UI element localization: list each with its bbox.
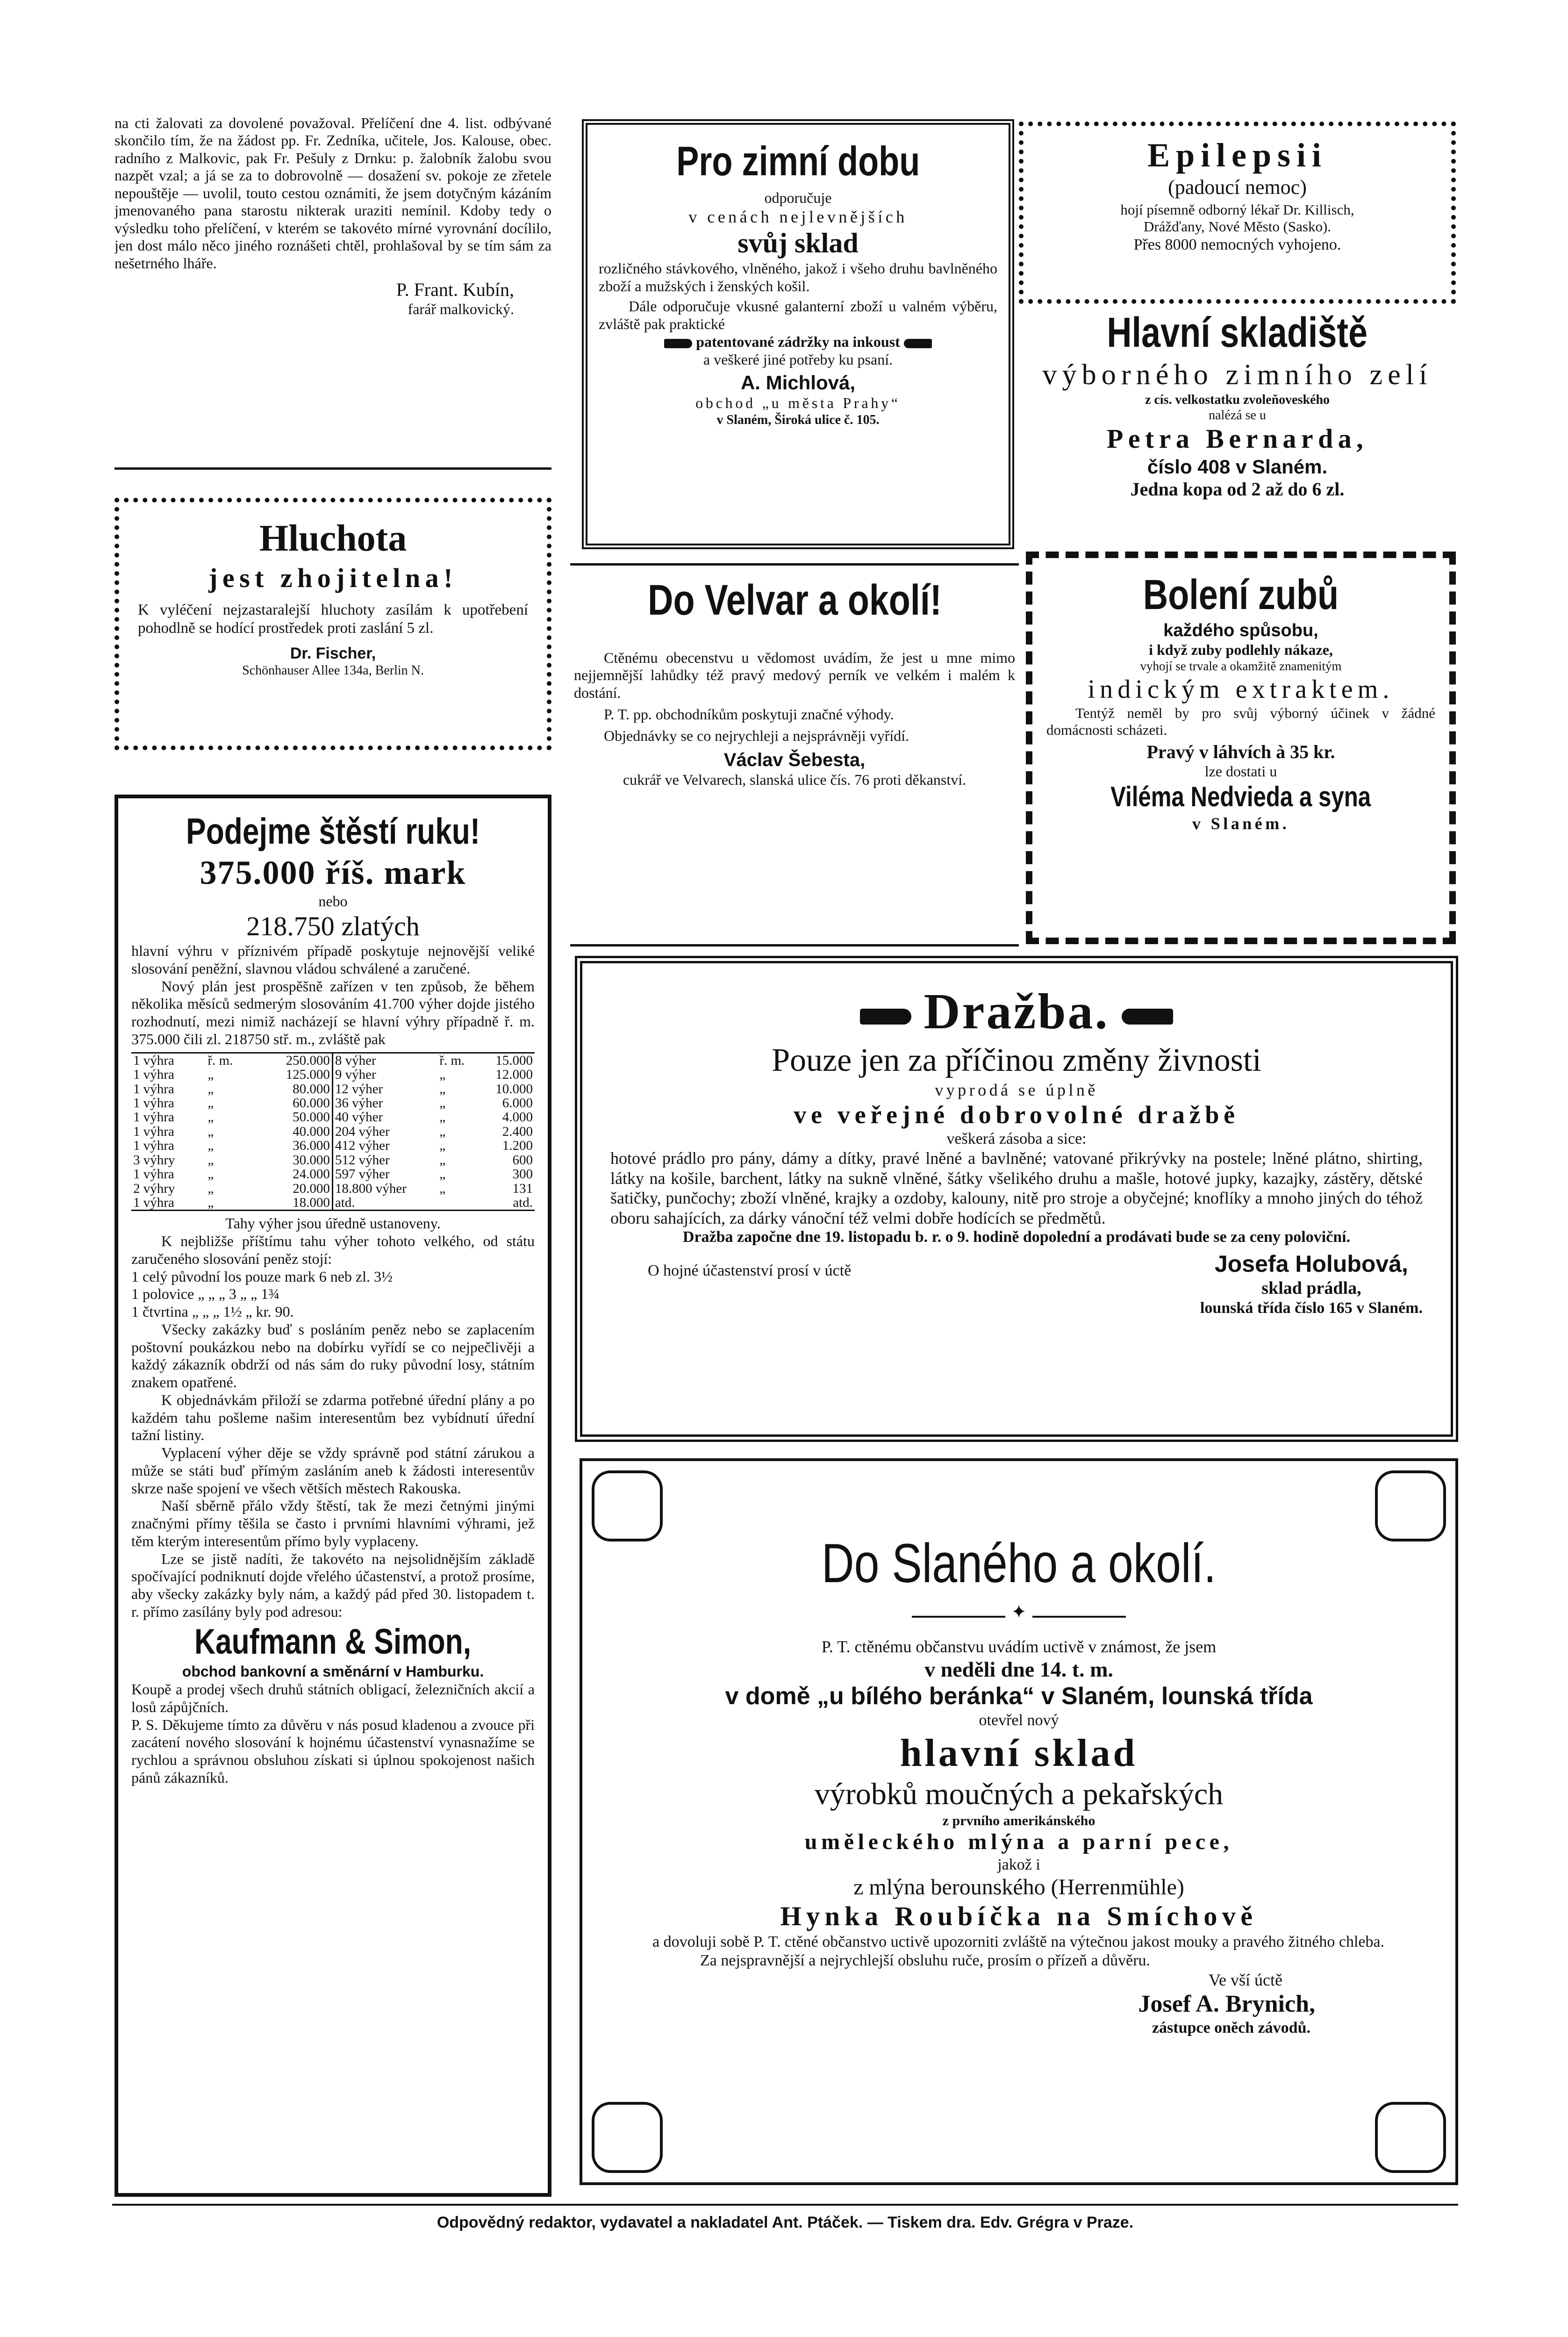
zuby-l4: indickým extraktem. [1088, 674, 1394, 704]
zeli-l2: z cís. velkostatku zvoleňoveského [1145, 393, 1330, 408]
lottery-intro: hlavní výhru v příznivém případě poskytuje nejnovější veliké slosování peněžní, slavnou vládou schválené a zaručené. [131, 942, 535, 977]
slane-title: Do Slaného a okolí. [821, 1533, 1217, 1594]
win-unit: „ [439, 1067, 446, 1082]
slane-l4: hlavní sklad [900, 1731, 1138, 1775]
zima-name: A. Michlová, [740, 372, 856, 394]
win-count: 2 výhry [133, 1181, 175, 1196]
win-unit: „ [208, 1124, 214, 1139]
slane-l1: v neděli dne 14. t. m. [924, 1657, 1113, 1681]
lottery-payout: Vyplacení výher děje se vždy správně pod státní zárukou a může se státi buď přímým zasláním aneb k žádosti interesentův skrze naše spojení ve všech větších městech Rakouska. [131, 1444, 535, 1497]
notice-text: na cti žalovati za dovolené považoval. Přelíčení dne 4. list. odbývané skončilo tím, že na žádost pp. Fr. Zedníka, učitele, Jos. Kalouse, obec. radního z Malkovic, pak Fr. Pešuly z Drnku: p. žalobník žalobu svou nazpět vzal; a já se za to dobrovolně — dosažení sv. pokoje ze zřetele nepouštěje — uvolil, touto cestou oznámiti, že jsem dotyčným kázáním jmenovaného pana starostu nikterak uraziti nemínil. Kdoby tedy o výsledku toho přelíčení, v kterém se takovéto mírné vyrovnání docílilo, jen dost málo něco jiného roznášeti chtěl, prohlašoval by se tím sám za nešetrného lháře. [115, 115, 551, 272]
win-row [333, 1182, 535, 1196]
win-unit: „ [439, 1081, 446, 1097]
win-row [131, 1054, 332, 1068]
win-row [333, 1082, 535, 1096]
win-amount: atd. [513, 1195, 533, 1211]
win-count: 36 výher [335, 1095, 383, 1111]
drazba-l1: Pouze jen za příčinou změny živnosti [772, 1042, 1261, 1079]
pointing-hand-icon [1122, 1009, 1173, 1025]
lottery-plans: K objednávkám přiloží se zdarma potřebné úřední plány a po každém tahu pošleme našim interesentům bez vybídnutí úřední tažní listiny. [131, 1391, 535, 1444]
win-amount: 2.400 [502, 1124, 533, 1139]
win-table-left [131, 1054, 333, 1210]
zima-addr: v Slaném, Široká ulice č. 105. [716, 412, 880, 427]
win-amount: 300 [512, 1167, 533, 1182]
win-amount: 6.000 [502, 1095, 533, 1111]
win-amount: 30.000 [293, 1152, 330, 1168]
slane-p3: Za nejspravnější a nejrychlejší obsluhu ruče, prosím o přízeň a důvěru. [700, 1951, 1151, 1969]
slane-l8: jakož i [997, 1856, 1040, 1873]
drazba-footer [610, 1250, 1423, 1318]
win-amount: 1.200 [502, 1138, 533, 1154]
ornament-corner-br [1375, 2102, 1446, 2173]
win-amount: 250.000 [286, 1053, 330, 1068]
win-amount: 60.000 [293, 1095, 330, 1111]
zeli-l4: číslo 408 v Slaném. [1147, 455, 1328, 478]
win-row [333, 1125, 535, 1139]
zeli-l3: nalézá se u [1209, 408, 1266, 423]
epilepsie-sub: (padoucí nemoc) [1168, 175, 1307, 199]
zima-l7: a veškeré jiné potřeby ku psaní. [703, 351, 893, 368]
drazba-title: Dražba. [924, 984, 1110, 1039]
zima-l6: patentované zádržky na inkoust [696, 333, 900, 350]
velvary-p1: Ctěnému obecenstvu u vědomost uvádím, že jest u mne mimo nejjemnější lahůdky též pravý medový perník ve velkém i malém k dostání. [574, 649, 1015, 702]
lottery-next: K nejbližše příštímu tahu výher tohoto velkého, od státu zaručeného slosování peněz stojí: [131, 1233, 535, 1267]
zuby-name: Viléma Nedvieda a syna [1110, 781, 1371, 812]
zuby-l3: vyhojí se trvale a okamžitě znamenitým [1140, 659, 1342, 673]
win-row [131, 1139, 332, 1153]
win-amount: 36.000 [293, 1138, 330, 1154]
ad-velvary [570, 563, 1019, 946]
footer-rule [112, 2204, 1458, 2206]
ad-zeli [1019, 306, 1456, 540]
win-unit: „ [439, 1152, 446, 1168]
slane-l6: z prvního amerikánského [942, 1813, 1095, 1828]
win-count: 597 výher [335, 1167, 390, 1182]
win-count: 9 výher [335, 1067, 376, 1082]
zima-title: Pro zimní dobu [676, 138, 920, 184]
lottery-basis: Lze se jistě nadíti, že takovéto na nejsolidnějším základě spočívající podniknutí dojde vřelého účastenství, a protož prosíme, aby všecky zakázky byly nám, a každý pád před 30. listopadem t. r. přímo zasílány byly pod adresou: [131, 1550, 535, 1620]
drazba-l8: lounská třída číslo 165 v Slaném. [1200, 1299, 1423, 1317]
win-count: 512 výher [335, 1152, 390, 1168]
zuby-l1: každého spůsobu, [1163, 621, 1318, 641]
zima-l2: v cenách nejlevnějších [688, 207, 908, 226]
win-count: 8 výher [335, 1053, 376, 1068]
pointing-hand-icon [664, 339, 692, 348]
win-row [333, 1068, 535, 1082]
win-count: 204 výher [335, 1124, 390, 1139]
drazba-l6: O hojné účastenství prosí v úctě [648, 1262, 852, 1280]
drazba-l5: Dražba započne dne 19. listopadu b. r. o 9. hodině dopolední a prodávati bude se za ceny poloviční. [682, 1228, 1351, 1246]
epilepsie-l2: Drážďany, Nové Město (Sasko). [1143, 218, 1332, 235]
win-unit: „ [208, 1110, 214, 1125]
win-row [333, 1139, 535, 1153]
zeli-title: Hlavní skladiště [1107, 309, 1368, 356]
drazba-title-row [610, 982, 1423, 1041]
win-count: 1 výhra [133, 1095, 174, 1111]
column-left-notice [115, 115, 551, 460]
notice-signature-role: farář malkovický. [408, 301, 514, 318]
velvary-name: Václav Šebesta, [723, 750, 866, 771]
win-table-right [333, 1054, 535, 1210]
slane-l2: v domě „u bílého beránka“ v Slaném, lounská třída [725, 1683, 1313, 1710]
win-amount: 4.000 [502, 1110, 533, 1125]
lottery-draws: Tahy výher jsou úředně ustanoveny. [225, 1215, 441, 1232]
lottery-ps: P. S. Děkujeme tímto za důvěru v nás posud kladenou a zvouce při zacátení nového slosování k hojnému účastenství vynasnažíme se rychlou a správnou obsluhou získati si úplnou spokojenost našich pánů zákazníků. [131, 1716, 535, 1786]
ad-lottery [115, 795, 551, 2197]
slane-l5: výrobků moučných a pekařských [814, 1777, 1224, 1811]
win-unit: „ [208, 1081, 214, 1097]
win-amount: 40.000 [293, 1124, 330, 1139]
zima-shop: obchod „u města Prahy“ [695, 394, 901, 411]
footer-imprint: Odpovědný redaktor, vydavatel a nakladatel Ant. Ptáček. — Tiskem dra. Edv. Grégra v Praze. [437, 2214, 1134, 2231]
win-unit: „ [208, 1095, 214, 1111]
ad-slane [580, 1458, 1458, 2185]
win-unit: „ [439, 1167, 446, 1182]
slane-l3: otevřel nový [979, 1711, 1059, 1729]
zuby-l2: i když zuby podlehly nákaze, [1149, 641, 1333, 659]
zima-l1: odporučuje [764, 189, 832, 206]
win-row [131, 1125, 332, 1139]
drazba-signature [1200, 1250, 1423, 1318]
lottery-plan: Nový plán jest prospěšně zařízen v ten způsob, že během několika měsíců sedmerým slosováním 41.700 výher dojde jistého rozhodnutí, mezi nimiž nacházejí se hlavní výhry případně ř. m. 375.000 čili zl. 218750 stř. m., zvláště pak [131, 977, 535, 1047]
zeli-name: Petra Bernarda, [1106, 423, 1368, 454]
zeli-l5: Jedna kopa od 2 až do 6 zl. [1130, 479, 1345, 500]
win-unit: ř. m. [208, 1053, 233, 1068]
lottery-price3: 1 čtvrtina „ „ „ 1½ „ kr. 90. [131, 1303, 294, 1320]
win-amount: 18.000 [293, 1195, 330, 1211]
win-unit: ř. m. [439, 1053, 465, 1068]
win-row [131, 1153, 332, 1167]
win-row [131, 1110, 332, 1124]
zima-l6-row [599, 333, 997, 351]
win-unit: „ [208, 1195, 214, 1211]
drazba-l3: ve veřejné dobrovolné dražbě [794, 1100, 1239, 1129]
drazba-l7: sklad prádla, [1261, 1278, 1361, 1298]
win-unit: „ [439, 1095, 446, 1111]
ad-zimni-doba [582, 119, 1014, 549]
lottery-firm-sub: obchod bankovní a směnární v Hamburku. [182, 1663, 484, 1680]
drazba-l2: vyprodá se úplně [935, 1081, 1098, 1100]
win-amount: 24.000 [293, 1167, 330, 1182]
zuby-title: Bolení zubů [1143, 572, 1339, 618]
win-count: 1 výhra [133, 1110, 174, 1125]
ad-zuby [1026, 552, 1456, 944]
lottery-price2: 1 polovice „ „ „ 3 „ „ 1¾ [131, 1285, 280, 1303]
drazba-body: hotové prádlo pro pány, dámy a dítky, pravé lněné a bavlněné; vatované přikrývky na postele; lněné plátno, shirting, látky na košile, barchent, látky na sukně vlněné, šátky všelikého druhu a mašle, hotové jupky, kazajky, zástěry, dětské šatičky, punčochy; zboží vlněné, krajky a ozdoby, kalouny, nitě pro stroje a obyčejné; knoflíky a mnoho jiných do téhož oboru sahajících, za dárky vánoční též velmi dobře hodících se předmětů. [610, 1149, 1423, 1227]
win-row [333, 1096, 535, 1110]
win-row [131, 1068, 332, 1082]
lottery-firm-buy: Koupě a prodej všech druhů státních obligací, železničních akcií a losů zápůjčních. [131, 1681, 535, 1715]
epilepsie-l1: hojí písemně odborný lékař Dr. Killisch, [1120, 201, 1354, 218]
lottery-amount2: 218.750 zlatých [246, 910, 420, 941]
win-row [333, 1167, 535, 1181]
drazba-name: Josefa Holubová, [1214, 1251, 1408, 1277]
win-amount: 20.000 [293, 1181, 330, 1196]
hluchota-address: Schönhauser Allee 134a, Berlin N. [242, 663, 424, 678]
ad-hluchota [115, 498, 551, 750]
win-count: 412 výher [335, 1138, 390, 1154]
win-count: 18.800 výher [335, 1181, 407, 1196]
slane-p1: P. T. ctěnému občanstvu uvádím uctivě v známost, že jsem [821, 1637, 1217, 1656]
slane-l11: Ve vší úctě [1209, 1971, 1282, 1990]
slane-l9: z mlýna berounského (Herrenmühle) [853, 1874, 1184, 1900]
win-amount: 15.000 [495, 1053, 533, 1068]
win-row [333, 1196, 535, 1210]
win-amount: 600 [512, 1152, 533, 1168]
velvary-p2: P. T. pp. obchodníkům poskytuji značné výhody. [604, 705, 894, 723]
win-count: 1 výhra [133, 1138, 174, 1154]
zeli-l1: výborného zimního zelí [1042, 359, 1432, 391]
win-amount: 50.000 [293, 1110, 330, 1125]
win-count: 1 výhra [133, 1053, 174, 1068]
win-amount: 125.000 [286, 1067, 330, 1082]
ornament-corner-tr [1375, 1470, 1446, 1541]
win-count: 3 výhry [133, 1152, 175, 1168]
zuby-l5: Tentýž neměl by pro svůj výborný účinek v žádné domácnosti scházeti. [1046, 704, 1435, 738]
slane-l7: uměleckého mlýna a parní pece, [804, 1829, 1233, 1854]
lottery-amount: 375.000 říš. mark [200, 854, 466, 892]
ad-drazba [575, 956, 1458, 1442]
epilepsie-title: Epilepsii [1147, 136, 1327, 174]
hluchota-body: K vyléčení nejzastaralejší hluchoty zasílám k upotřebení pohodlně se hodící prostředek proti zaslání 5 zl. [138, 601, 528, 637]
hluchota-name: Dr. Fischer, [290, 644, 376, 662]
lottery-or: nebo [318, 892, 348, 910]
win-count: 12 výher [335, 1081, 383, 1097]
zima-l3: svůj sklad [737, 228, 859, 259]
zuby-addr: v Slaném. [1192, 814, 1290, 833]
win-row [131, 1096, 332, 1110]
win-unit [437, 1196, 478, 1210]
win-amount: 80.000 [293, 1081, 330, 1097]
lottery-luck: Naší sběrně přálo vždy štěstí, tak že mezi četnými jinými značnými přímy těšila se často i prvními hlavními výhrami, jež těm kterým interesentům přímo byly vyplaceny. [131, 1497, 535, 1549]
win-unit: „ [439, 1181, 446, 1196]
zuby-l7: lze dostati u [1204, 763, 1277, 780]
win-count: 1 výhra [133, 1124, 174, 1139]
hluchota-subtitle: jest zhojitelna! [208, 563, 458, 594]
drazba-l4: veškerá zásoba a sice: [946, 1130, 1087, 1148]
slane-l10: Hynka Roubíčka na Smíchově [780, 1901, 1258, 1932]
slane-name: Josef A. Brynich, [1138, 1991, 1315, 2018]
win-unit: „ [208, 1181, 214, 1196]
lottery-win-table [131, 1052, 535, 1212]
win-unit: „ [208, 1152, 214, 1168]
win-amount: 10.000 [495, 1081, 533, 1097]
pointing-hand-icon [904, 339, 932, 348]
divider [115, 467, 551, 470]
win-row [131, 1082, 332, 1096]
velvary-title: Do Velvar a okolí! [647, 576, 942, 624]
win-unit: „ [208, 1067, 214, 1082]
win-unit: „ [439, 1138, 446, 1154]
win-count: 40 výher [335, 1110, 383, 1125]
win-count: atd. [335, 1195, 355, 1211]
win-row [333, 1054, 535, 1068]
notice-signature-name: P. Frant. Kubín, [396, 279, 514, 300]
lottery-orders: Všecky zakázky buď s posláním peněz nebo se zaplacením poštovní poukázkou nebo na dobírku vyřídí se co nejpečlivěji a každý zákazník obdrží od nás sám do ruky původní losy, státním znakem opatřené. [131, 1320, 535, 1391]
win-count: 1 výhra [133, 1167, 174, 1182]
win-amount: 131 [512, 1181, 533, 1196]
win-row [333, 1110, 535, 1124]
velvary-addr: cukrář ve Velvarech, slanská ulice čís. 76 proti děkanství. [623, 771, 967, 789]
ad-epilepsie [1019, 122, 1456, 304]
lottery-price1: 1 celý původní los pouze mark 6 neb zl. 3½ [131, 1268, 393, 1285]
velvary-p3: Objednávky se co nejrychleji a nejsprávněji vyřídí. [604, 727, 909, 744]
win-unit: „ [439, 1124, 446, 1139]
win-unit: „ [208, 1167, 214, 1182]
ornament-corner-bl [592, 2102, 663, 2173]
win-row [131, 1182, 332, 1196]
lottery-title: Podejme štěstí ruku! [186, 810, 480, 852]
win-unit: „ [208, 1138, 214, 1154]
hluchota-title: Hluchota [259, 518, 407, 559]
win-row [131, 1167, 332, 1181]
epilepsie-l3: Přes 8000 nemocných vyhojeno. [1133, 236, 1341, 254]
zima-l4: rozličného stávkového, vlněného, jakož i všeho druhu bavlněného zboží a mužských i ženských košil. [599, 259, 997, 294]
win-amount: 12.000 [495, 1067, 533, 1082]
slane-l12: zástupce oněch závodů. [1152, 2019, 1310, 2036]
ornament-divider: ✦ [652, 1601, 1385, 1623]
win-count: 1 výhra [133, 1081, 174, 1097]
win-row [333, 1153, 535, 1167]
zima-l5: Dále odporučuje vkusné galanterní zboží u valném výběru, zvláště pak praktické [599, 298, 997, 333]
win-count: 1 výhra [133, 1195, 174, 1211]
win-unit: „ [439, 1110, 446, 1125]
win-count: 1 výhra [133, 1067, 174, 1082]
lottery-firm: Kaufmann & Simon, [194, 1621, 472, 1662]
pointing-hand-icon [860, 1009, 911, 1025]
zuby-l6: Pravý v láhvích à 35 kr. [1146, 741, 1335, 762]
win-row [131, 1196, 332, 1210]
slane-p2: a dovoluji sobě P. T. ctěné občanstvo uctivě upozorniti zvláště na výtečnou jakost mouky a pravého žitného chleba. [652, 1933, 1385, 1950]
ornament-corner-tl [592, 1470, 663, 1541]
